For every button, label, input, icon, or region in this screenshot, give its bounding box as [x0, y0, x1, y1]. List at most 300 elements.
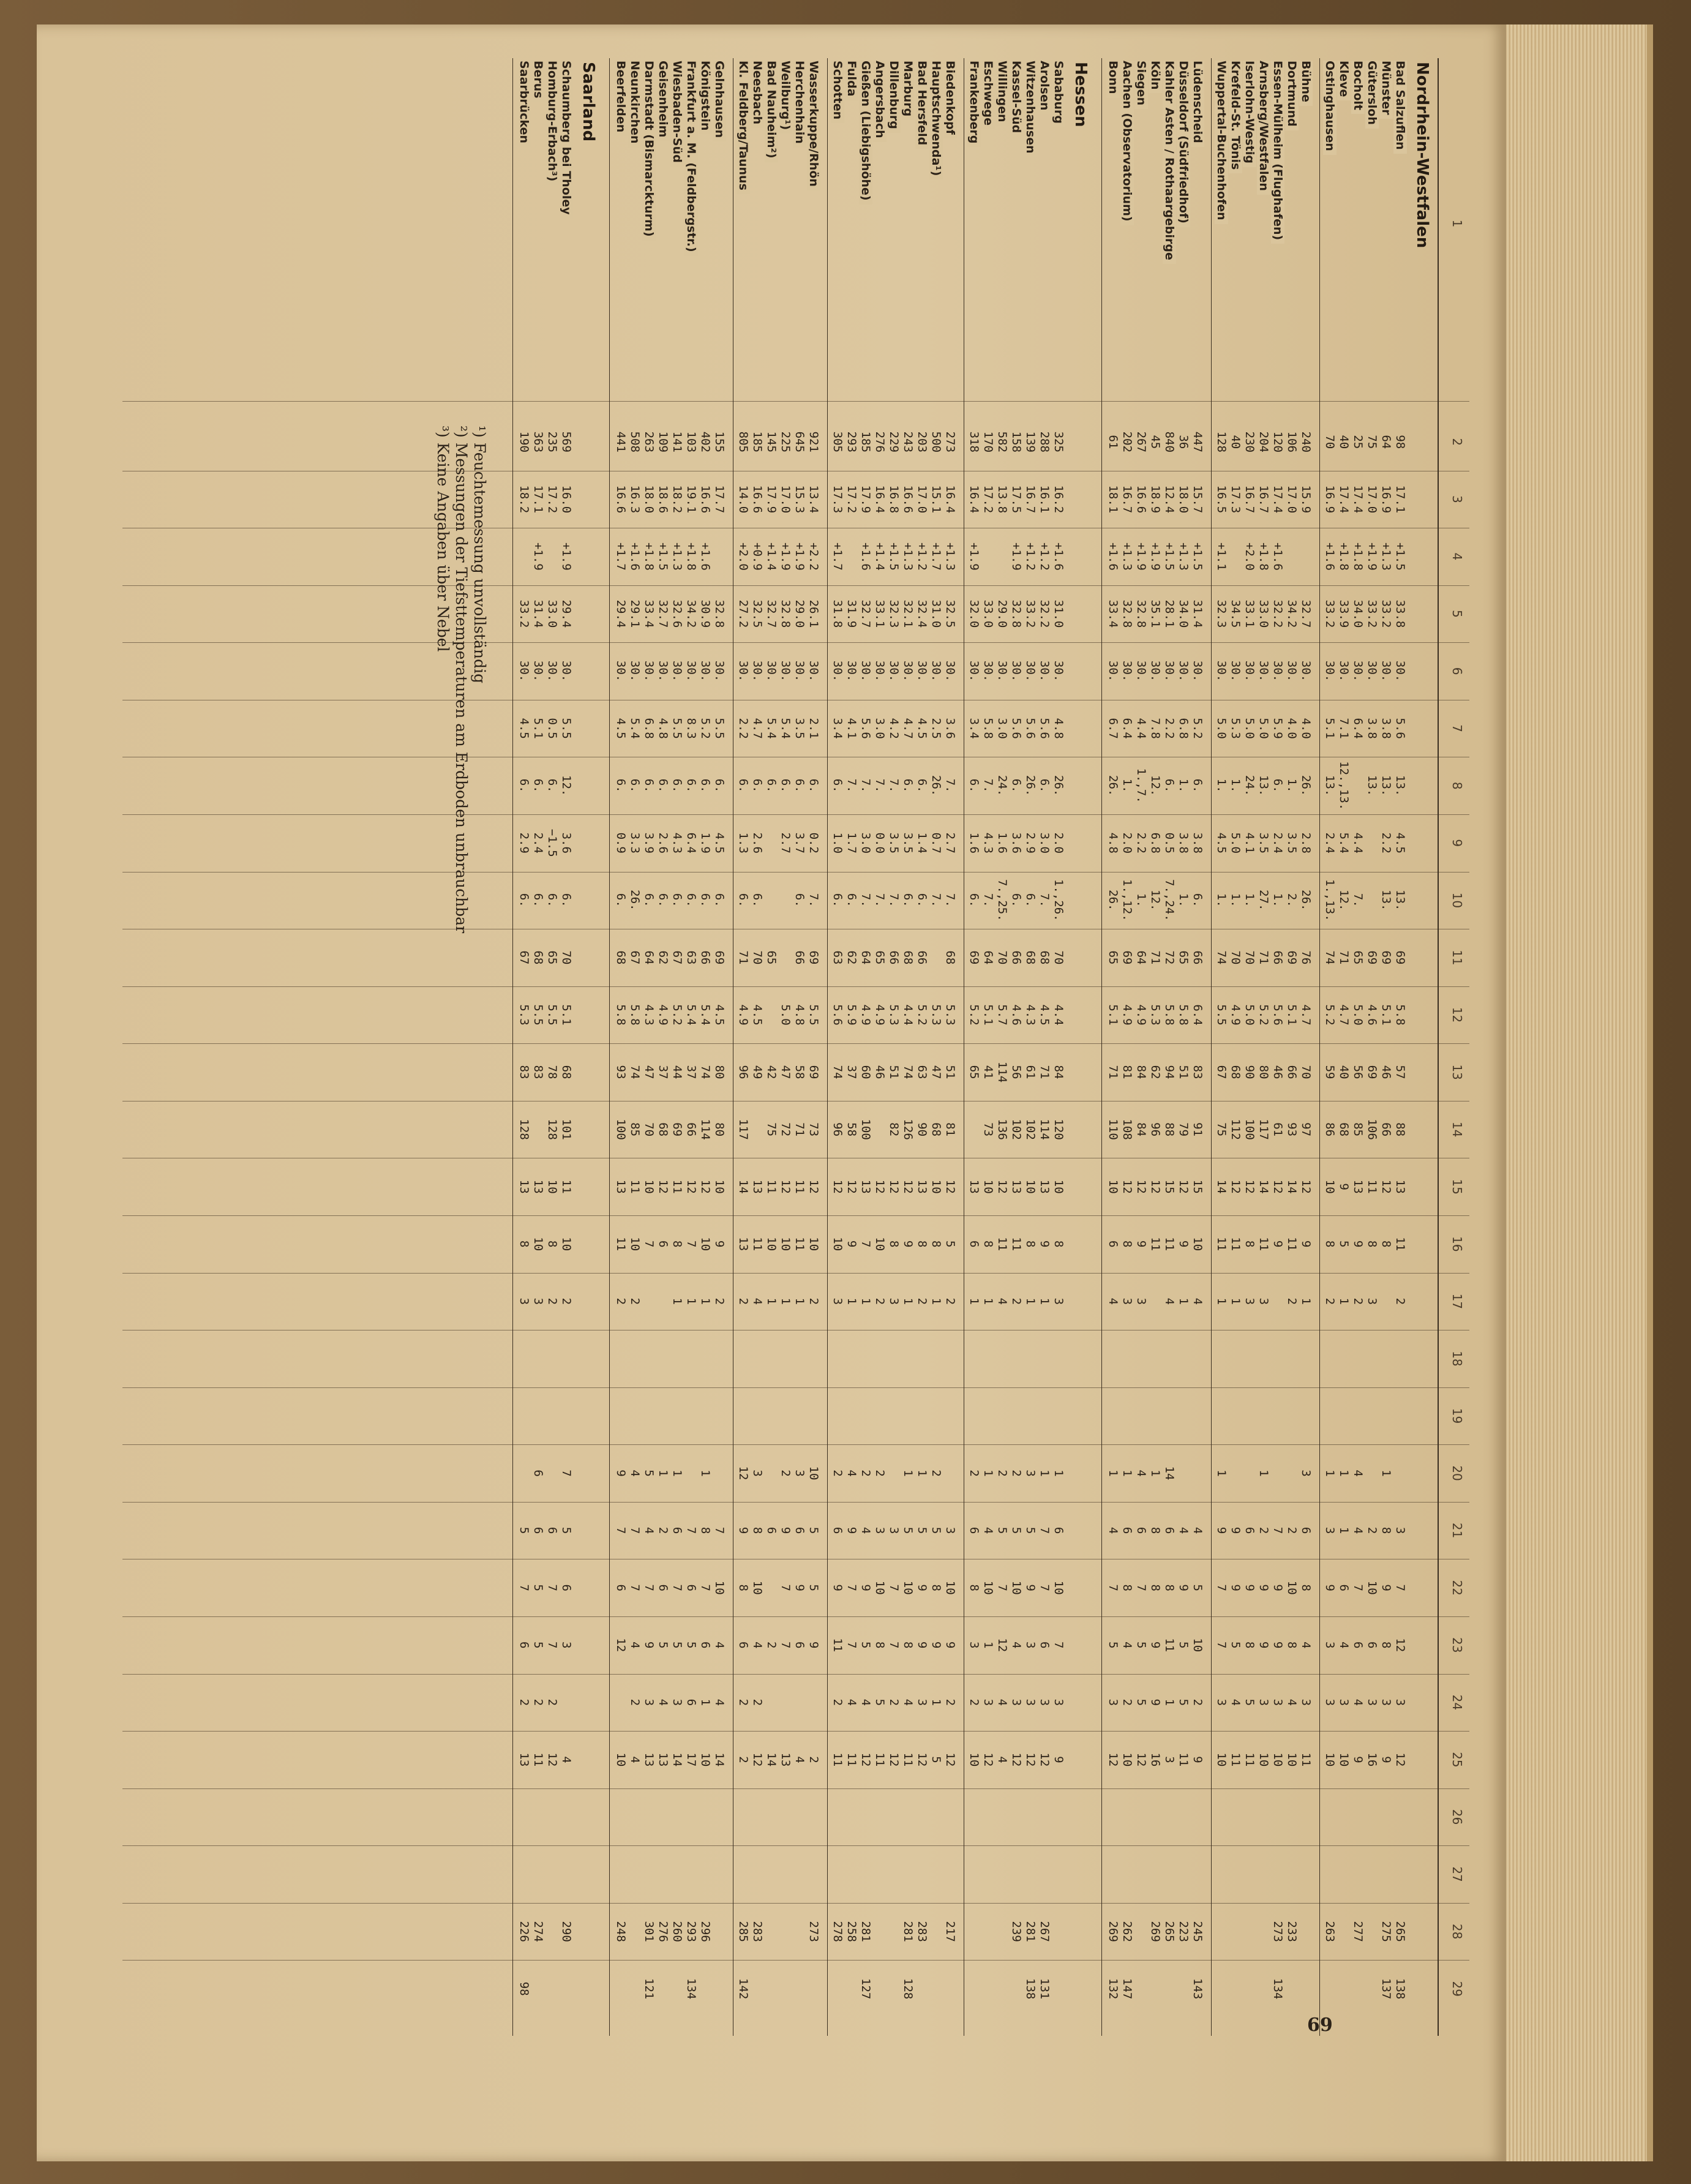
table-cell: 1	[981, 1469, 995, 1477]
table-cell: 40	[1337, 1065, 1351, 1079]
table-cell: 14	[1215, 1179, 1228, 1194]
table-cell: 9	[1052, 1756, 1065, 1763]
table-cell: 10	[560, 1237, 573, 1251]
table-cell: 16.6	[614, 485, 628, 514]
table-cell: 30.	[713, 660, 726, 682]
table-cell: 6.	[765, 778, 778, 793]
table-cell: 2	[531, 1698, 545, 1706]
table-cell: 4	[981, 1526, 995, 1534]
table-cell: 70	[995, 950, 1009, 965]
table-cell: 30.	[929, 660, 943, 682]
table-cell: 6	[656, 1584, 670, 1591]
station-name	[1134, 61, 1148, 385]
table-cell: 9	[1351, 1756, 1365, 1763]
table-cell: 69	[1393, 950, 1407, 965]
table-cell: 9	[614, 1469, 628, 1477]
table-cell: 12	[1177, 1179, 1190, 1194]
table-cell: 3	[1106, 1698, 1120, 1706]
table-cell: 102	[1024, 1119, 1037, 1140]
table-cell: 1.	[1271, 893, 1284, 907]
table-cell: 57	[1393, 1065, 1407, 1079]
table-cell: 10	[929, 1179, 943, 1194]
table-cell: 4.1	[845, 718, 858, 739]
station-name-text: Krefeld-St. Tönis	[1229, 61, 1242, 173]
table-cell: 30.	[751, 660, 764, 682]
table-cell: 32.7	[1299, 599, 1313, 628]
table-cell: 2.0	[1052, 832, 1065, 854]
table-cell: 13	[517, 1752, 531, 1767]
table-cell: 269	[1106, 1921, 1120, 1942]
table-cell: 5	[531, 1642, 545, 1649]
table-cell: 5.8	[981, 718, 995, 739]
table-cell: 12	[1393, 1638, 1407, 1653]
table-cell: 30.	[684, 660, 698, 682]
column-header: 7	[1450, 724, 1464, 733]
table-cell: 4	[1229, 1698, 1242, 1706]
table-cell: 7.,25.	[995, 879, 1009, 921]
table-cell: 13.	[1393, 890, 1407, 911]
column-header: 6	[1450, 667, 1464, 675]
table-cell: 6.	[699, 778, 712, 793]
table-cell: 10	[981, 1580, 995, 1595]
table-cell: 2.8	[1299, 832, 1313, 854]
column-header: 22	[1450, 1580, 1464, 1596]
table-cell: 4.8	[793, 1004, 806, 1026]
column-header: 3	[1450, 495, 1464, 503]
table-cell: 9	[845, 1240, 858, 1248]
table-cell: 6.	[531, 893, 545, 907]
table-cell: 10	[981, 1179, 995, 1194]
table-cell: 11	[670, 1179, 684, 1194]
table-cell: 75	[765, 1122, 778, 1137]
table-cell: 5	[1134, 1642, 1148, 1649]
table-cell: 30.	[1285, 660, 1299, 682]
station-name	[1323, 61, 1337, 385]
table-cell: 6	[670, 1526, 684, 1534]
table-cell: 6.4	[1191, 1004, 1204, 1026]
table-cell: 75	[1215, 1122, 1228, 1137]
station-name	[560, 61, 573, 385]
table-cell: 32.2	[1271, 599, 1284, 628]
table-cell: 17.3	[1229, 485, 1242, 514]
table-cell: 64	[981, 950, 995, 965]
table-cell: 10	[1323, 1179, 1337, 1194]
table-row	[1191, 58, 1204, 2036]
table-cell: 10	[1024, 1179, 1037, 1194]
table-cell: 2	[873, 1297, 887, 1305]
table-cell: 13	[642, 1752, 656, 1767]
table-cell: 4.5	[1215, 832, 1228, 854]
section-title: Hessen	[1071, 62, 1090, 127]
table-cell: 30.	[656, 660, 670, 682]
table-cell: 4	[656, 1698, 670, 1706]
footnote: ²) Messungen der Tiefsttemperaturen am Erdboden unbrauchbar	[452, 426, 470, 934]
table-cell: 296	[699, 1921, 712, 1942]
table-cell: 16.6	[1134, 485, 1148, 514]
table-cell: 10	[807, 1237, 820, 1251]
table-cell: 5.9	[845, 1004, 858, 1026]
table-cell: 18.2	[670, 485, 684, 514]
table-cell: 6.	[1010, 893, 1023, 907]
table-cell: 7	[684, 1240, 698, 1248]
table-cell: 12.,13.	[1337, 761, 1351, 811]
table-cell: 84	[1134, 1065, 1148, 1079]
table-cell: 3.6	[560, 832, 573, 854]
table-cell: 17.2	[546, 485, 559, 514]
table-cell: 1.7	[845, 832, 858, 854]
table-row	[1271, 58, 1284, 2036]
table-cell: 6.	[915, 893, 929, 907]
section-title: Nordrhein-Westfalen	[1413, 62, 1431, 249]
table-cell: 64	[1134, 950, 1148, 965]
table-cell: 5.8	[1177, 1004, 1190, 1026]
table-cell: 2	[713, 1297, 726, 1305]
table-cell: 3	[642, 1698, 656, 1706]
table-cell: 13.	[1323, 775, 1337, 797]
table-cell: 5	[1191, 1584, 1204, 1591]
table-cell: 6	[517, 1642, 531, 1649]
table-cell: 9	[1038, 1240, 1051, 1248]
table-cell: 7	[1038, 1526, 1051, 1534]
table-cell: 9	[1243, 1584, 1256, 1591]
table-cell: 582	[995, 431, 1009, 452]
table-cell: +1.5	[887, 542, 901, 571]
table-cell: 67	[628, 950, 642, 965]
station-name	[1393, 61, 1407, 385]
table-cell: 69	[670, 1122, 684, 1137]
table-cell: 120	[1052, 1119, 1065, 1140]
table-cell: 6	[737, 1642, 750, 1649]
table-cell: 138	[1393, 1978, 1407, 2000]
table-cell: 9	[831, 1584, 844, 1591]
table-cell: 30.	[1163, 660, 1176, 682]
table-cell: 6.	[751, 893, 764, 907]
station-name-text: Weilburg¹)	[779, 61, 792, 133]
table-cell: 47	[779, 1065, 792, 1079]
station-name	[1229, 61, 1242, 385]
table-row	[1323, 58, 1337, 2036]
table-cell: 1.,7.	[1134, 768, 1148, 803]
table-cell: 90	[1243, 1065, 1256, 1079]
table-cell: 8	[1120, 1240, 1134, 1248]
table-cell: 3	[1365, 1698, 1379, 1706]
table-cell: 121	[642, 1978, 656, 2000]
table-cell: 6.	[546, 778, 559, 793]
table-cell: 16.9	[1323, 485, 1337, 514]
table-cell: 26.	[1052, 775, 1065, 797]
table-cell: 96	[831, 1122, 844, 1137]
table-cell: 3	[1010, 1698, 1023, 1706]
table-cell: 74	[1323, 950, 1337, 965]
table-cell: 9	[1323, 1584, 1337, 1591]
table-cell: −1.5	[546, 828, 559, 857]
table-cell: 33.0	[1257, 599, 1270, 628]
table-cell: 134	[684, 1978, 698, 2000]
table-cell: 12	[1393, 1752, 1407, 1767]
table-cell: 5.8	[1393, 1004, 1407, 1026]
table-cell: 7.,24.	[1163, 879, 1176, 921]
table-cell: 5	[943, 1240, 957, 1248]
table-cell: 5.4	[628, 718, 642, 739]
table-cell: 73	[807, 1122, 820, 1137]
table-cell: 9	[915, 1584, 929, 1591]
table-cell: 80	[713, 1065, 726, 1079]
table-cell: 2.7	[943, 832, 957, 854]
table-row	[1163, 58, 1176, 2036]
table-cell: 65	[1351, 950, 1365, 965]
table-cell: 1	[901, 1469, 915, 1477]
table-cell: 30.	[546, 660, 559, 682]
table-cell: 11	[1215, 1237, 1228, 1251]
table-cell: 32.8	[779, 599, 792, 628]
table-cell: 3	[1134, 1297, 1148, 1305]
table-cell: 68	[1024, 950, 1037, 965]
table-cell: 5.5	[546, 1004, 559, 1026]
table-cell: 65	[1106, 950, 1120, 965]
table-cell: 33.0	[981, 599, 995, 628]
table-cell: 63	[915, 1065, 929, 1079]
table-cell: 9	[1149, 1698, 1162, 1706]
station-name	[614, 61, 628, 385]
table-cell: 9	[779, 1526, 792, 1534]
table-cell: 13	[517, 1179, 531, 1194]
table-cell: 16.4	[873, 485, 887, 514]
table-cell: 12	[873, 1179, 887, 1194]
table-cell: 9	[1229, 1584, 1242, 1591]
table-cell: 12	[901, 1179, 915, 1194]
table-cell: 69	[713, 950, 726, 965]
table-cell: 277	[1351, 1921, 1365, 1942]
table-cell: 4	[1106, 1526, 1120, 1534]
table-cell: 3.8	[1365, 718, 1379, 739]
table-cell: 12	[1134, 1179, 1148, 1194]
table-cell: 80	[713, 1122, 726, 1137]
table-cell: 11	[1285, 1237, 1299, 1251]
table-cell: 10	[1215, 1752, 1228, 1767]
table-cell: 7	[560, 1469, 573, 1477]
table-cell: 4.5	[713, 832, 726, 854]
table-cell: 12	[943, 1179, 957, 1194]
table-cell: 12	[1243, 1179, 1256, 1194]
table-cell: 18.9	[1149, 485, 1162, 514]
table-row	[1134, 58, 1148, 2036]
table-cell: 1.,13.	[1323, 879, 1337, 921]
table-cell: 100	[859, 1119, 872, 1140]
table-cell: 3	[967, 1642, 981, 1649]
table-cell: 4	[845, 1698, 858, 1706]
table-cell: 10	[765, 1237, 778, 1251]
column-header-row	[1438, 58, 1469, 2036]
table-cell: 85	[628, 1122, 642, 1137]
table-cell: 1.6	[995, 832, 1009, 854]
table-cell: 10	[614, 1752, 628, 1767]
table-cell: 8	[929, 1240, 943, 1248]
table-row	[887, 58, 901, 2036]
table-cell: 8	[901, 1642, 915, 1649]
table-cell: 68	[901, 950, 915, 965]
table-cell: 74	[628, 1065, 642, 1079]
table-cell: 6	[1351, 1642, 1365, 1649]
column-header: 12	[1450, 1007, 1464, 1023]
table-cell: 273	[943, 431, 957, 452]
station-name	[845, 61, 858, 385]
table-cell: 30.	[1106, 660, 1120, 682]
station-name-text: Darmstadt (Bismarckturm)	[642, 61, 656, 241]
footnote: ¹) Feuchtemessung unvollständig	[471, 426, 489, 684]
station-name-text: Herchenhain	[793, 61, 806, 148]
station-name-text: Dortmund	[1285, 61, 1299, 130]
table-cell: 5.2	[967, 1004, 981, 1026]
table-cell: 8	[1323, 1240, 1337, 1248]
table-cell: 1	[765, 1297, 778, 1305]
table-cell: 5.3	[943, 1004, 957, 1026]
table-cell: 61	[1106, 435, 1120, 449]
table-cell: 9	[1337, 1183, 1351, 1190]
table-cell: 30.	[1120, 660, 1134, 682]
table-cell: 91	[1191, 1122, 1204, 1137]
table-cell: 5.0	[1257, 718, 1270, 739]
table-cell: 6	[967, 1526, 981, 1534]
table-cell: 7	[995, 1584, 1009, 1591]
table-cell: 4.5	[614, 718, 628, 739]
table-cell: 30.	[967, 660, 981, 682]
table-cell: 4.2	[887, 718, 901, 739]
table-cell: 4	[1010, 1642, 1023, 1649]
table-cell: 11	[845, 1752, 858, 1767]
table-cell: 1	[859, 1297, 872, 1305]
table-cell: 65	[967, 1065, 981, 1079]
table-cell: 106	[1285, 431, 1299, 452]
table-cell: 14	[670, 1752, 684, 1767]
table-cell: 67	[517, 950, 531, 965]
table-cell: 7	[1393, 1584, 1407, 1591]
table-cell: 260	[670, 1921, 684, 1942]
table-cell: 17.1	[1393, 485, 1407, 514]
table-cell: 31.4	[531, 599, 545, 628]
table-cell: 6.8	[642, 718, 656, 739]
table-cell: 10	[873, 1237, 887, 1251]
table-cell: 8	[981, 1240, 995, 1248]
table-cell: 5	[873, 1698, 887, 1706]
table-cell: 7.	[845, 778, 858, 793]
table-row	[831, 58, 844, 2036]
table-row	[1024, 58, 1037, 2036]
table-cell: 2	[628, 1698, 642, 1706]
station-name-text: Fulda	[845, 61, 858, 100]
table-cell: 30.	[1134, 660, 1148, 682]
table-row	[1229, 58, 1242, 2036]
column-header: 4	[1450, 552, 1464, 561]
station-name-text: Frankfurt a. M. (Feldbergstr.)	[684, 61, 698, 256]
table-cell: 66	[915, 950, 929, 965]
table-cell: 29.4	[614, 599, 628, 628]
table-cell: 10	[628, 1237, 642, 1251]
table-cell: 30.	[642, 660, 656, 682]
table-cell: 5.2	[670, 1004, 684, 1026]
table-cell: 10	[699, 1752, 712, 1767]
table-cell: 30.	[779, 660, 792, 682]
table-cell: +2.0	[1243, 542, 1256, 571]
table-cell: 3	[670, 1698, 684, 1706]
table-cell: 86	[1323, 1122, 1337, 1137]
table-cell: 62	[1149, 1065, 1162, 1079]
table-cell: 10	[1257, 1752, 1270, 1767]
column-header: 2	[1450, 438, 1464, 446]
station-name-text: Witzenhausen	[1024, 61, 1037, 157]
table-row	[1351, 58, 1365, 2036]
table-cell: 8	[546, 1240, 559, 1248]
table-cell: 128	[546, 1119, 559, 1140]
station-name	[1351, 61, 1365, 385]
table-cell: +1.7	[614, 542, 628, 571]
table-cell: 10	[1106, 1179, 1120, 1194]
table-cell: 5	[642, 1469, 656, 1477]
table-cell: 70	[751, 950, 764, 965]
table-cell: 10	[531, 1237, 545, 1251]
table-cell: 9	[1229, 1526, 1242, 1534]
table-cell: 6	[765, 1526, 778, 1534]
table-cell: 142	[737, 1978, 750, 2000]
table-cell: 3	[1038, 1698, 1051, 1706]
table-cell: 5.0	[1351, 1004, 1365, 1026]
table-cell: 5	[915, 1526, 929, 1534]
station-name-text: Aachen (Observatorium)	[1120, 61, 1134, 225]
table-cell: 6.	[915, 778, 929, 793]
table-cell: 18.2	[517, 485, 531, 514]
table-cell: 33.2	[1323, 599, 1337, 628]
table-cell: 1.	[1177, 778, 1190, 793]
table-cell: 3	[517, 1297, 531, 1305]
table-cell: 9	[737, 1526, 750, 1534]
table-cell: 100	[614, 1119, 628, 1140]
table-cell: 11	[1149, 1237, 1162, 1251]
table-cell: 2.9	[1024, 832, 1037, 854]
table-row	[751, 58, 764, 2036]
table-cell: 16.7	[1024, 485, 1037, 514]
table-cell: 2	[1191, 1698, 1204, 1706]
table-cell: 3	[873, 1526, 887, 1534]
table-cell: 293	[845, 431, 858, 452]
table-cell: 32.5	[751, 599, 764, 628]
table-cell: 9	[915, 1642, 929, 1649]
table-cell: 7.	[1351, 893, 1365, 907]
table-cell: 1	[699, 1297, 712, 1305]
table-cell: 276	[656, 1921, 670, 1942]
table-cell: 16.6	[751, 485, 764, 514]
table-cell: +1.7	[831, 542, 844, 571]
table-cell: 6.	[1024, 893, 1037, 907]
station-name-text: Gütersloh	[1365, 61, 1379, 129]
table-cell: 109	[656, 431, 670, 452]
table-cell: 2.4	[1323, 832, 1337, 854]
table-cell: 31.9	[845, 599, 858, 628]
table-cell: 26.	[1024, 775, 1037, 797]
table-cell: 2	[546, 1698, 559, 1706]
table-cell: 3	[981, 1698, 995, 1706]
table-cell: 34.0	[1177, 599, 1190, 628]
table-cell: 1	[1052, 1469, 1065, 1477]
table-cell: 30.	[1243, 660, 1256, 682]
table-cell: 4	[628, 1642, 642, 1649]
table-cell: 16.7	[1120, 485, 1134, 514]
table-cell: 32.5	[943, 599, 957, 628]
table-cell: 4.0	[1285, 718, 1299, 739]
table-cell: 223	[1177, 1921, 1190, 1942]
table-cell: 6.	[713, 778, 726, 793]
table-cell: 19.1	[684, 485, 698, 514]
table-cell: 1	[1257, 1469, 1270, 1477]
table-cell: 8	[699, 1526, 712, 1534]
